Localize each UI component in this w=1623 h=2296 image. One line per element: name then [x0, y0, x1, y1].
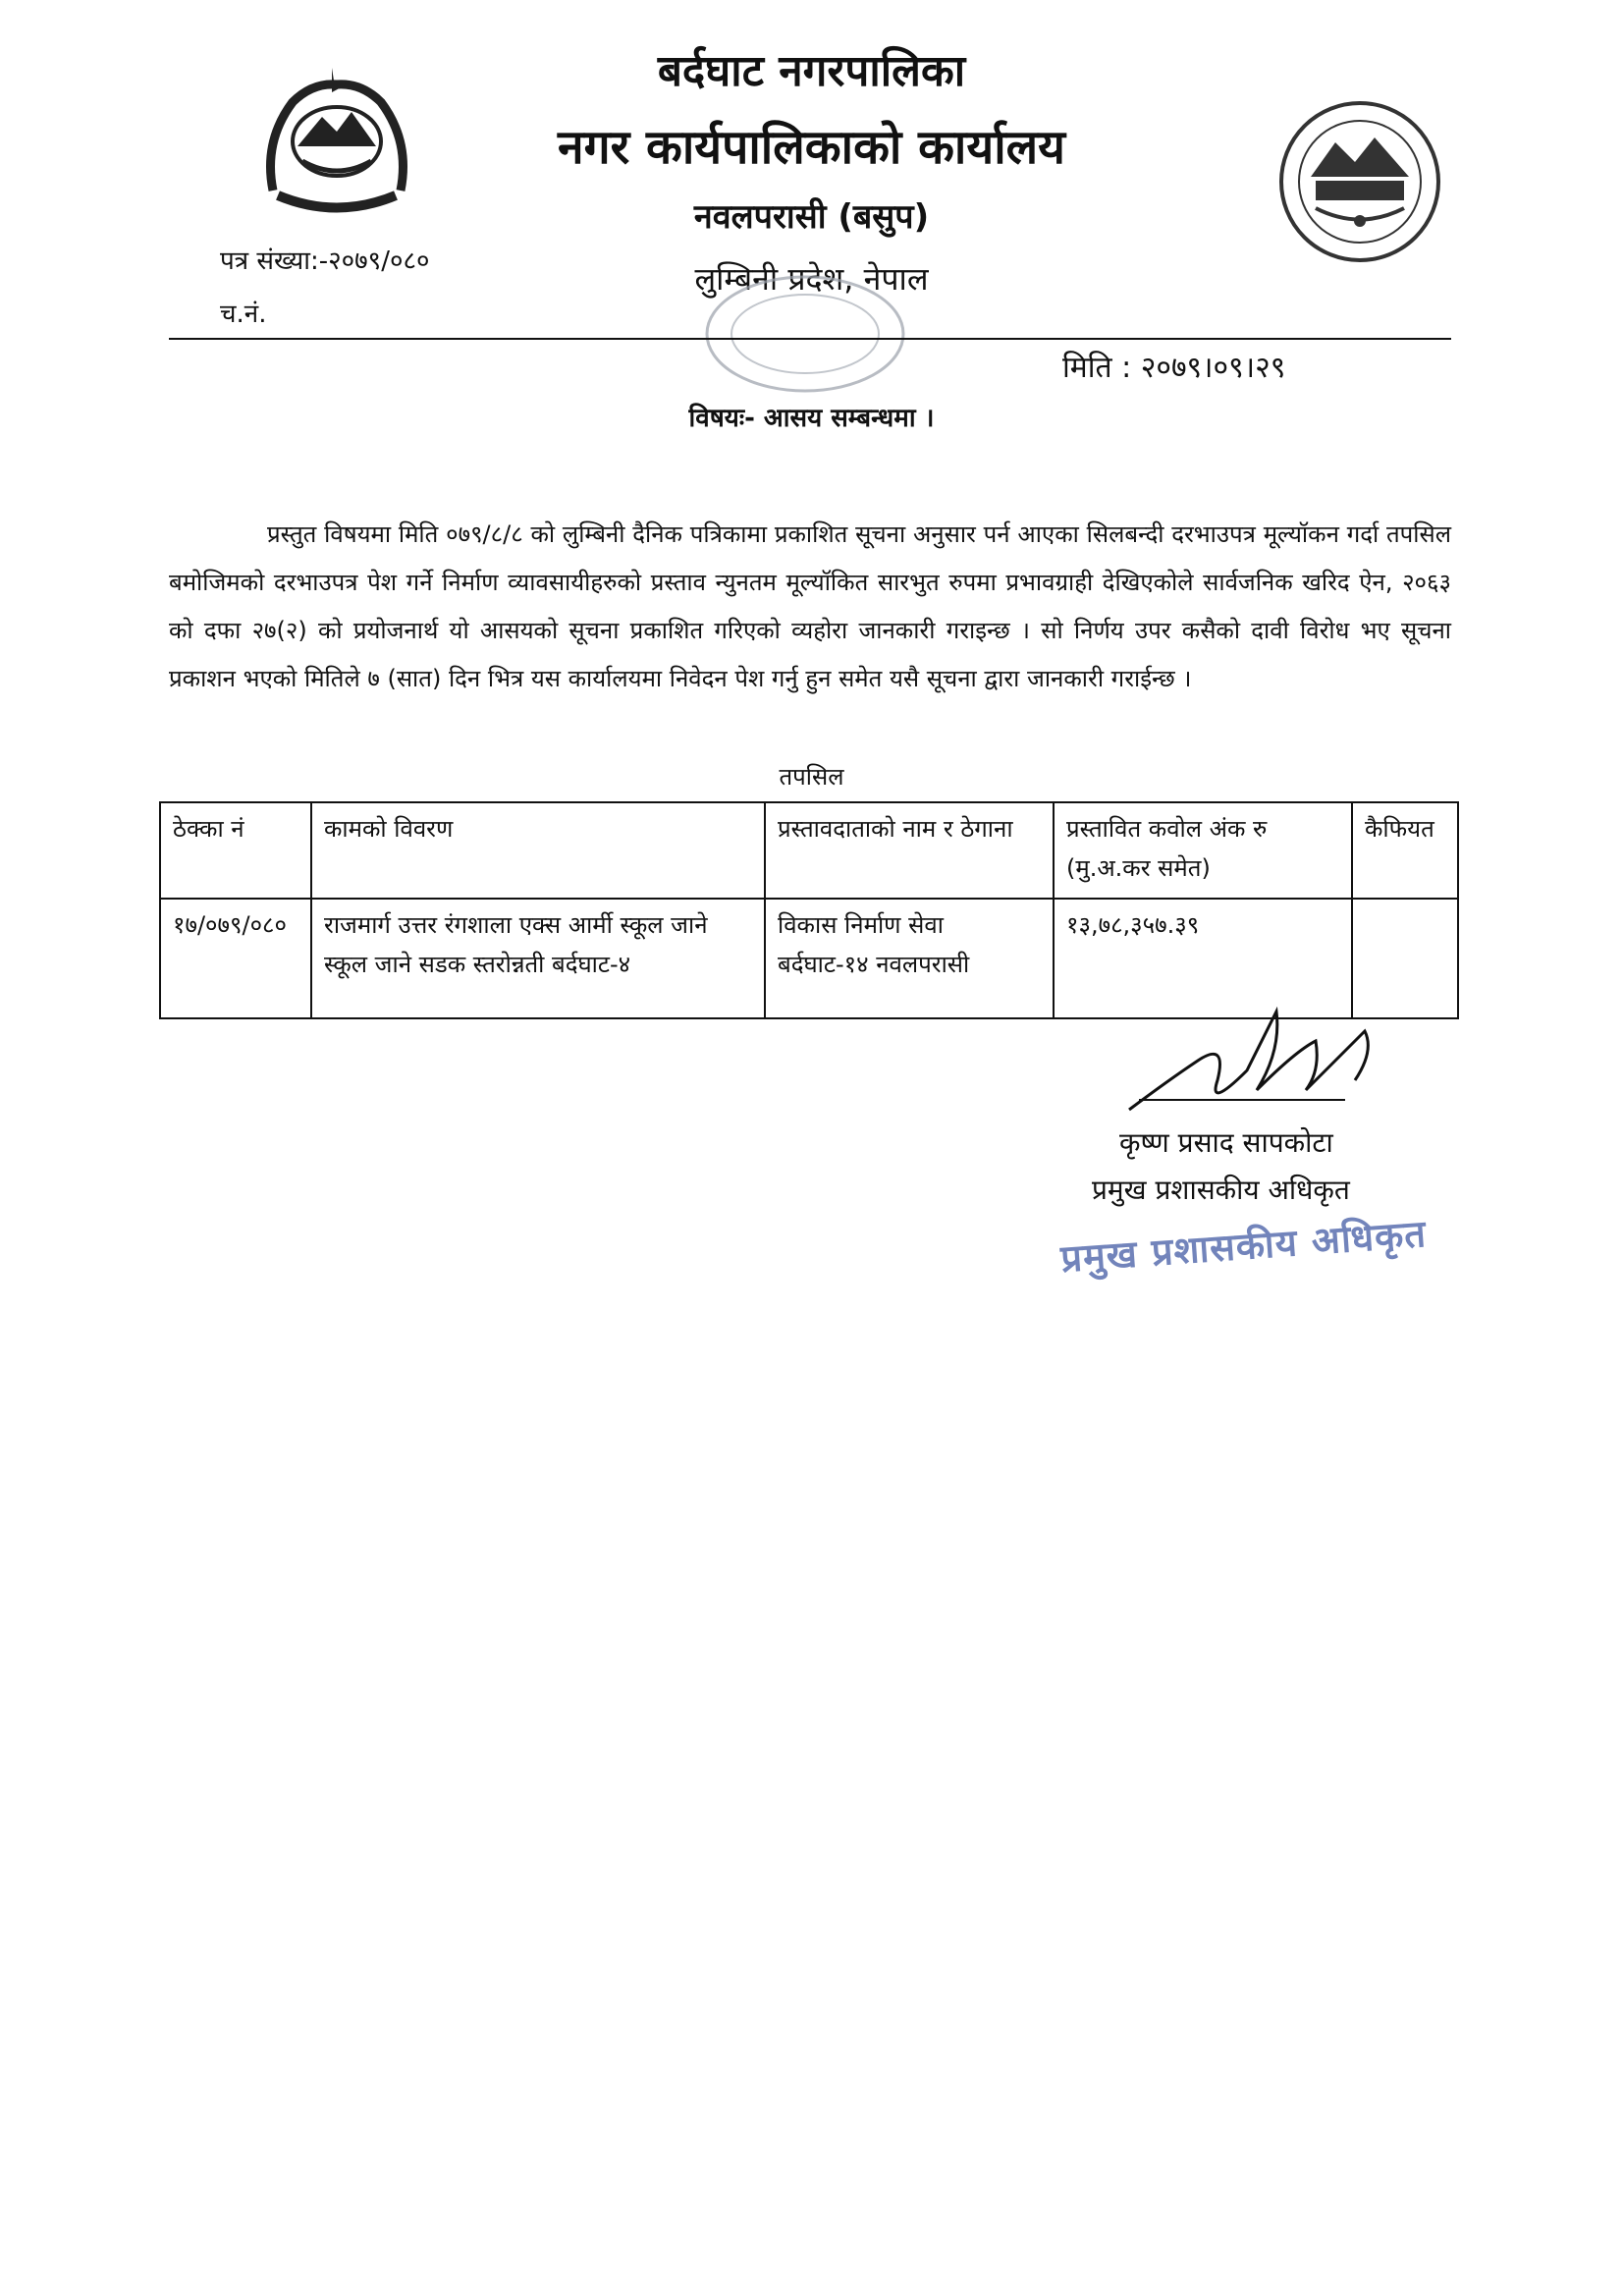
district-name: नवलपरासी (बसुप)	[693, 197, 930, 237]
signatory-name: कृष्ण प्रसाद सापकोटा	[1119, 1126, 1333, 1159]
signature-icon	[1109, 992, 1404, 1129]
subject-line: विषयः- आसय सम्बन्धमा ।	[688, 404, 935, 433]
cell-bidder: विकास निर्माण सेवा बर्दघाट-१४ नवलपरासी	[765, 899, 1054, 1018]
cell-contract-no: १७/०७९/०८०	[160, 899, 311, 1018]
letter-date: मिति : २०७९।०९।२९	[1062, 351, 1286, 385]
municipality-name: बर्दघाट नगरपालिका	[657, 46, 966, 96]
col-remarks: कैफियत	[1352, 802, 1458, 899]
signatory-title: प्रमुख प्रशासकीय अधिकृत	[1092, 1174, 1350, 1206]
table-caption: तपसिल	[779, 763, 844, 791]
reference-number: पत्र संख्या:-२०७९/०८०	[220, 246, 430, 276]
designation-stamp: प्रमुख प्रशासकीय अधिकृत	[1058, 1212, 1429, 1281]
cell-work-description: राजमार्ग उत्तर रंगशाला एक्स आर्मी स्कूल जाने स्कूल जाने सडक स्तरोन्नती बर्दघाट-४	[311, 899, 765, 1018]
office-name: नगर कार्यपालिकाको कार्यालय	[557, 120, 1066, 175]
col-bid-amount: प्रस्तावित कवोल अंक रु (मु.अ.कर समेत)	[1054, 802, 1352, 899]
office-stamp-icon	[687, 265, 923, 403]
cell-bid-amount: १३,७८,३५७.३९	[1054, 899, 1352, 1018]
header-divider	[169, 338, 1451, 340]
dispatch-number: च.नं.	[220, 300, 267, 329]
col-work-description: कामको विवरण	[311, 802, 765, 899]
notice-body: प्रस्तुत विषयमा मिति ०७९/८/८ को लुम्बिनी दैनिक पत्रिकामा प्रकाशित सूचना अनुसार पर्न आएका सिलबन्दी दरभाउपत्र मूल्यॉकन गर्दा तपसिल बमोजिमको दरभाउपत्र पेश गर्ने निर्माण व्यावसायीहरुको प्रस्ताव न्युनतम मूल्यॉकित सारभुत रुपमा प्रभावग्राही देखिएकोले सार्वजनिक खरिद ऐन, २०६३ को दफा २७(२) को प्रयोजनार्थ यो आसयको सूचना प्रकाशित गरिएको व्यहोरा जानकारी गराइन्छ । सो निर्णय उपर कसैको दावी विरोध भए सूचना प्रकाशन भएको मितिले ७ (सात) दिन भित्र यस कार्यालयमा निवेदन पेश गर्नु हुन समेत यसै सूचना द्वारा जानकारी गराईन्छ ।	[169, 520, 1451, 692]
table-header-row	[160, 802, 1458, 899]
bid-details-table	[159, 801, 1459, 1019]
col-bidder-name-address: प्रस्तावदाताको नाम र ठेगाना	[765, 802, 1054, 899]
province-name: लुम्बिनी प्रदेश, नेपाल	[694, 260, 929, 298]
col-contract-no: ठेक्का नं	[160, 802, 311, 899]
